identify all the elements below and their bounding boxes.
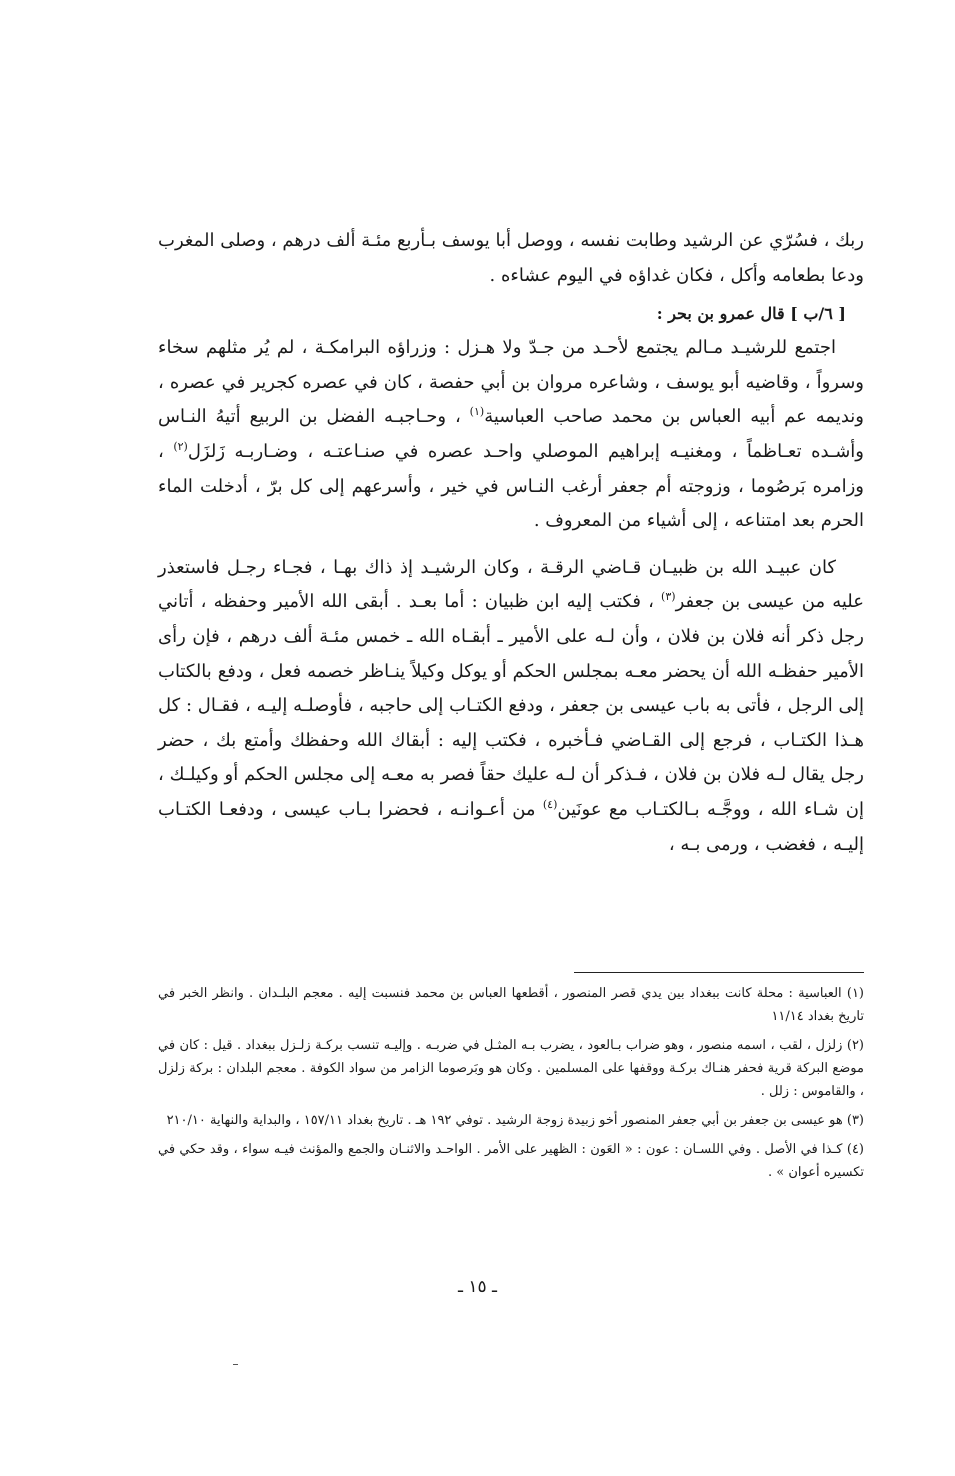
scan-speck xyxy=(233,1364,238,1365)
footnote-ref-2[interactable]: (٢) xyxy=(173,439,188,453)
paragraph-3-part-c: من أعـوانـه ، فحضرا بـاب عيسى ، ودفعـا الكتـاب إليـه ، فغضب ، ورمى بـه ، xyxy=(158,798,864,855)
footnote-2: (٢) زلزل ، لقب ، اسمه منصور ، وهو ضراب بـالعود ، يضرب بـه المثـل في ضربـه . وإليـه تنسب بركـة زلـزل ببغداد . قيل : كان في موضع البركة قرية فحفر هنـاك بركـة ووقفها على المسلمين . وكان هو وبَرصوما الزامر من سواد الكوفة . معجم البلدان : بركة زلزل ، والقاموس : زلل . xyxy=(158,1038,864,1099)
paragraph-2-part-a: اجتمع للرشيـد مـالم يجتمع لأحـد من جـدّ ولا هـزل : وزراؤه البرامكـة ، لم يُر مثلهم سخاء وسرواً ، وقاضيه أبو يوسف ، وشاعره مروان بن أبي حفصة ، كان في عصره كجرير في عصره ، ونديمه عم أبيه العباس بن محمد صاحب العباسية xyxy=(158,337,864,428)
footnote-4: (٤) كـذا في الأصل . وفي اللسـان : عون : « العَون : الظهير على الأمر . الواحـد والاثنـان والجمع والمؤنث فيـه سواء ، وقد حكي في تكسيره أعوان » . xyxy=(158,1142,864,1180)
footnote-ref-1[interactable]: (١) xyxy=(469,405,485,419)
paragraph-3-part-b: ، فكتب إليه ابن ظبيان : أما بعـد . أبقى الله الأمير وحفظه ، أتاني رجل ذكر أنه فلان بن فلان ، وأن لـه على الأمير ـ أبقـاه الله ـ خمس مئـة ألف درهم ، فإن رأى الأمير حفظـه الله أن يحضر معـه بمجلس الحكم أو يوكل وكيلاً ينـاظر خصمه فعل ، ودفع بالكتاب إلى الرجل ، فأتى به باب عيسى بن جعفر ، ودفع الكتـاب إلى حاجبه ، فأوصلـه إليـه ، فقـال : كل هـذا الكتـاب ، فرجع إلى القـاضي فـأخبره ، فكتب إليه : أبقاك الله وحفظك وأمتع بك ، حضر رجل يقال لـه فلان بن فلان ، فـذكر أن لـه عليك حقاً فصر به معـه إلى مجلس الحكم أو وكيلـك ، إن شـاء الله ، ووجَّـه بـالكتـاب مع عونَين xyxy=(158,591,864,820)
footnote-separator xyxy=(574,972,864,973)
footnote-ref-4[interactable]: (٤) xyxy=(542,797,558,811)
paragraph-2 xyxy=(158,331,864,539)
footnote-3: (٣) هو عيسى بن جعفر بن أبي جعفر المنصور أخو زبيدة زوجة الرشيد . توفي ١٩٢ هـ . تاريخ بغداد ١٥٧/١١ ، والبداية والنهاية ٢١٠/١٠ xyxy=(166,1113,864,1128)
main-text xyxy=(158,224,864,862)
paragraph-2-part-b: ، وحـاجبـه الفضل بن الربيع أتيهُ النـاس وأشـده تعـاظماً ، ومغنيـه إبراهيم الموصلي واحـد عصره في صنـاعتـه ، وضـاربـه زَلزَل xyxy=(158,406,864,462)
paragraph-3 xyxy=(158,551,864,862)
footnotes xyxy=(158,982,864,1190)
footnote-1: (١) العباسية : محلة كانت ببغداد بين يدي قصر المنصور ، أقطعها العباس بن محمد فنسبت إليه . معجم البلـدان . وانظر الخبر في تاريخ بغداد ١١/١٤ xyxy=(158,986,864,1024)
page-number: ـ ١٥ ـ xyxy=(457,1277,498,1297)
paragraph-3-part-a: كان عبيـد الله بن ظبيـان قـاضي الرقـة ، وكان الرشيـد إذ ذاك بهـا ، فجـاء رجـل فاستعذر عليه من عيسى بن جعفر xyxy=(158,556,864,613)
section-heading: [ ٦/ب ] قال عمرو بن بحر : xyxy=(656,304,846,324)
footnote-ref-3[interactable]: (٣) xyxy=(661,590,676,604)
paragraph-2-part-c: ، وزامره بَرصُوما ، وزوجته أم جعفر أرغب النـاس في خير ، وأسرعهم إلى كل برّ ، أدخلت الماء الحرم بعد امتناعه ، إلى أشياء من المعروف . xyxy=(158,440,864,532)
paragraph-1: ربك ، فسُرّي عن الرشيد وطابت نفسه ، ووصل أبا يوسف بـأربع مئـة ألف درهم ، وصلى المغرب ودعا بطعامه وأكل ، فكان غداؤه في اليوم عشاءه . xyxy=(158,230,864,286)
